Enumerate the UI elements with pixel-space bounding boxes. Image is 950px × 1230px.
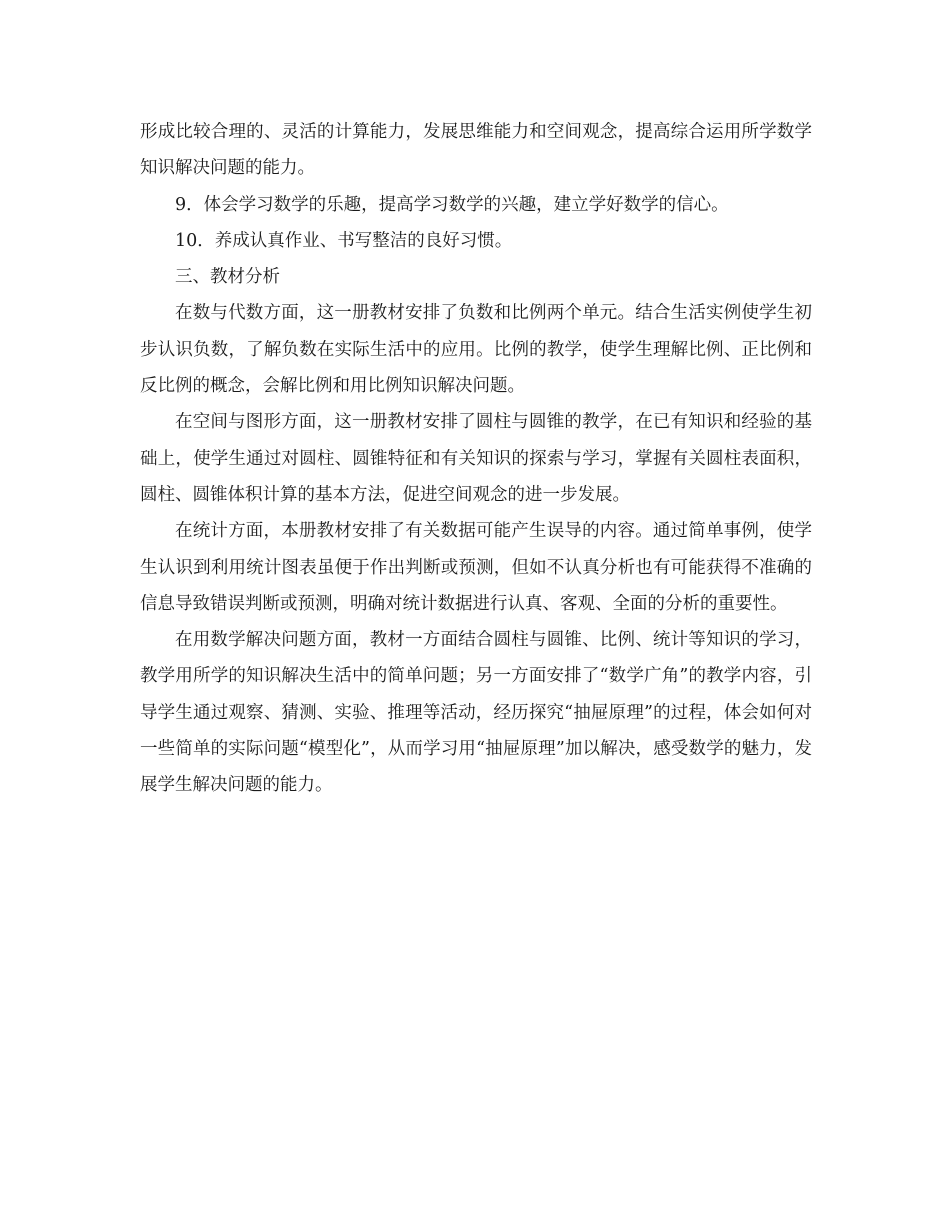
list-item-9: 9．体会学习数学的乐趣，提高学习数学的兴趣，建立学好数学的信心。 [175, 194, 729, 215]
paragraph-continued: 形成比较合理的、灵活的计算能力，发展思维能力和空间观念，提高综合运用所学数学知识解决问题的能力。 [140, 122, 812, 179]
paragraph-space-geometry: 在空间与图形方面，这一册教材安排了圆柱与圆锥的教学，在已有知识和经验的基础上，使学生通过对圆柱、圆锥特征和有关知识的探索与学习，掌握有关圆柱表面积，圆柱、圆锥体积计算的基本方法，促进空间观念的进一步发展。 [140, 412, 812, 505]
list-item-10: 10．养成认真作业、书写整洁的良好习惯。 [175, 230, 513, 251]
paragraph-statistics: 在统计方面，本册教材安排了有关数据可能产生误导的内容。通过简单事例，使学生认识到利用统计图表虽便于作出判断或预测，但如不认真分析也有可能获得不准确的信息导致错误判断或预测，明确对统计数据进行认真、客观、全面的分析的重要性。 [140, 521, 812, 614]
section-heading: 三、教材分析 [175, 267, 280, 288]
paragraph-problem-solving: 在用数学解决问题方面，教材一方面结合圆柱与圆锥、比例、统计等知识的学习，教学用所学的知识解决生活中的简单问题；另一方面安排了“数学广角”的教学内容，引导学生通过观察、猜测、实验、推理等活动，经历探究“抽屉原理”的过程，体会如何对一些简单的实际问题“模型化”，从而学习用“抽屉原理”加以解决，感受数学的魅力，发展学生解决问题的能力。 [140, 630, 812, 796]
paragraph-numbers-algebra: 在数与代数方面，这一册教材安排了负数和比例两个单元。结合生活实例使学生初步认识负数，了解负数在实际生活中的应用。比例的教学，使学生理解比例、正比例和反比例的概念，会解比例和用比例知识解决问题。 [140, 303, 812, 397]
document-body [140, 114, 812, 804]
